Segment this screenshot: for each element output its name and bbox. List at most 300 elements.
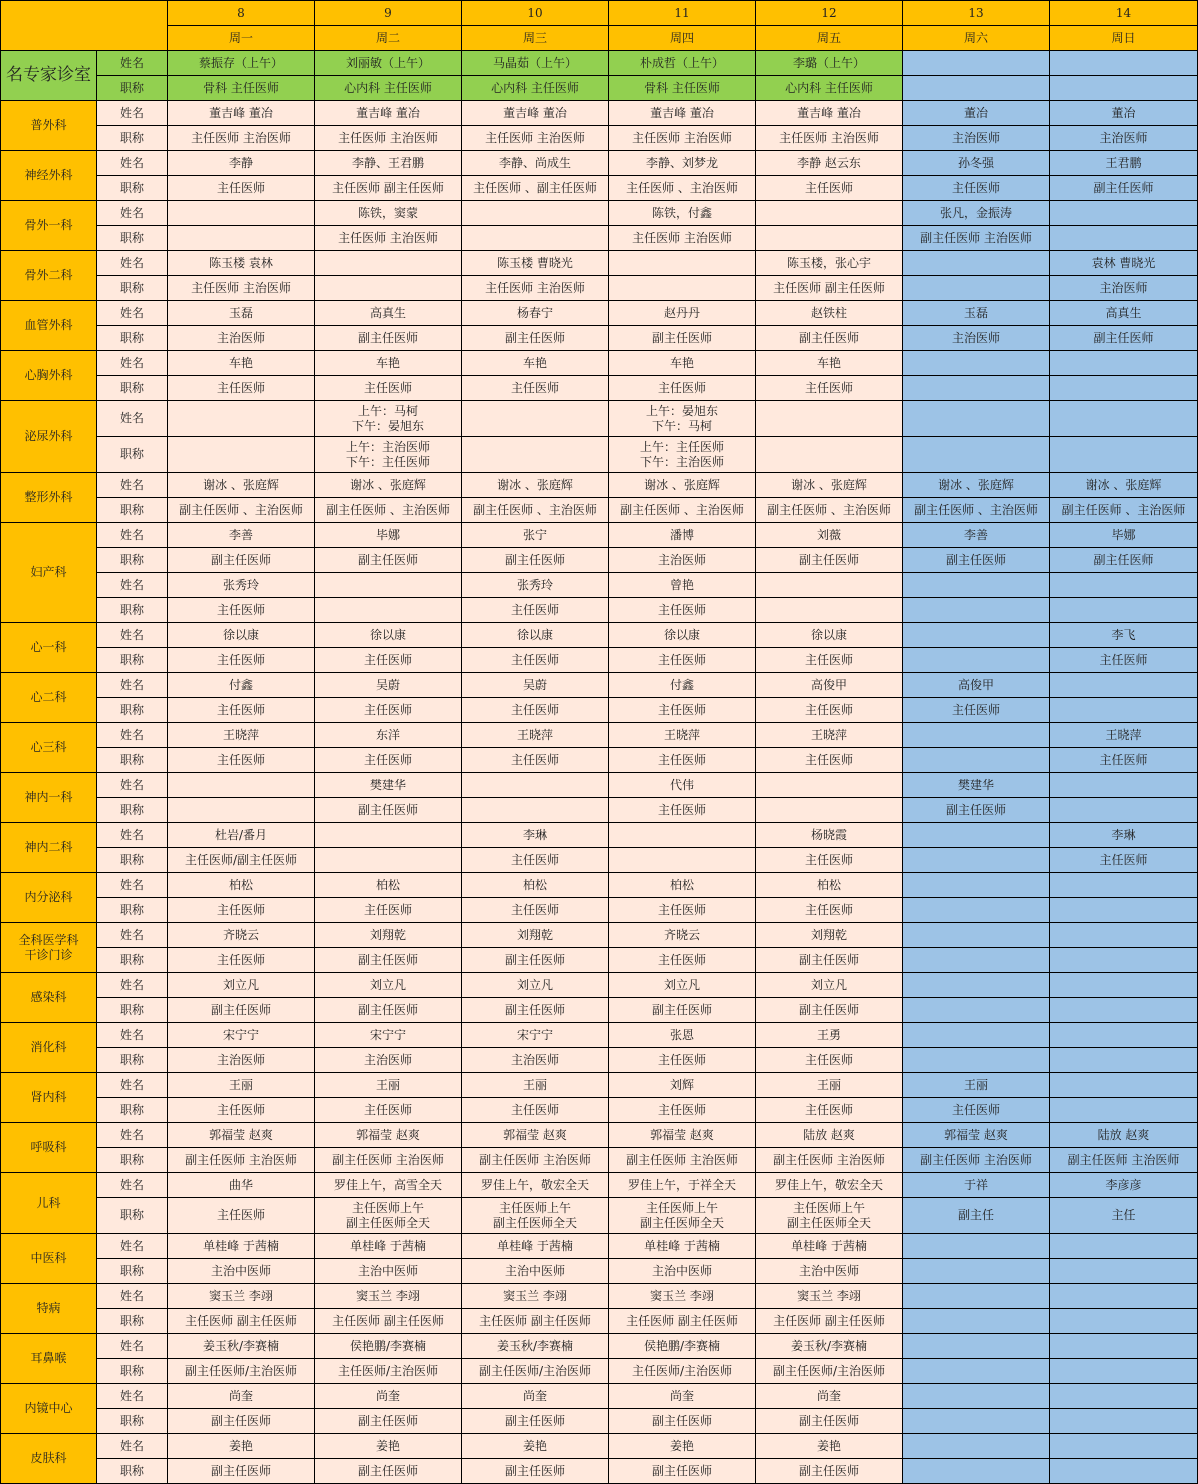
doctor-name-cell: 尚奎: [315, 1384, 462, 1409]
doctor-name-cell: 吴蔚: [462, 673, 609, 698]
doctor-title-cell: 主任医师: [609, 376, 756, 401]
doctor-title-cell: [1050, 598, 1198, 623]
doctor-title-cell: 主任: [1050, 1198, 1198, 1234]
doctor-title-cell: 副主任医师 、主治医师: [903, 498, 1050, 523]
doctor-name-cell: 姜玉秋/李赛楠: [168, 1334, 315, 1359]
schedule-row: [1, 1148, 1198, 1173]
name-label: 姓名: [97, 351, 168, 376]
doctor-title-cell: [1050, 898, 1198, 923]
doctor-title-cell: 副主任医师 、主治医师: [168, 498, 315, 523]
doctor-title-cell: 副主任医师: [462, 1459, 609, 1484]
doctor-name-cell: 姜艳: [315, 1434, 462, 1459]
title-label: 职称: [97, 326, 168, 351]
doctor-title-cell: [903, 437, 1050, 473]
doctor-name-cell: 刘立凡: [462, 973, 609, 998]
doctor-title-cell: 主任医师 主治医师: [168, 276, 315, 301]
doctor-title-cell: 主任医师: [609, 598, 756, 623]
schedule-row: [1, 823, 1198, 848]
doctor-title-cell: 主任医师: [609, 648, 756, 673]
doctor-title-cell: [1050, 1359, 1198, 1384]
doctor-name-cell: 郭福莹 赵爽: [168, 1123, 315, 1148]
doctor-title-cell: [1050, 798, 1198, 823]
doctor-name-cell: 窦玉兰 李翊: [168, 1284, 315, 1309]
schedule-row: [1, 1334, 1198, 1359]
doctor-title-cell: 主任医师: [315, 1098, 462, 1123]
doctor-name-cell: [903, 1284, 1050, 1309]
doctor-title-cell: [462, 226, 609, 251]
doctor-name-cell: 徐以康: [756, 623, 903, 648]
doctor-name-cell: 陈玉楼 曹晓光: [462, 251, 609, 276]
title-label: 职称: [97, 998, 168, 1023]
doctor-name-cell: 姜艳: [609, 1434, 756, 1459]
name-label: 姓名: [97, 523, 168, 548]
doctor-title-cell: 主任医师 副主任医师: [168, 1309, 315, 1334]
doctor-name-cell: 董吉峰 董冶: [609, 101, 756, 126]
doctor-title-cell: 副主任医师: [462, 948, 609, 973]
doctor-title-cell: 副主任医师: [168, 1459, 315, 1484]
schedule-row: [1, 126, 1198, 151]
doctor-title-cell: 主任医师: [315, 376, 462, 401]
doctor-title-cell: 副主任医师/主治医师: [756, 1359, 903, 1384]
doctor-name-cell: 车艳: [168, 351, 315, 376]
doctor-title-cell: 心内科 主任医师: [315, 76, 462, 101]
doctor-name-cell: [903, 1023, 1050, 1048]
doctor-title-cell: 主任医师 主治医师: [609, 226, 756, 251]
doctor-title-cell: [903, 848, 1050, 873]
doctor-name-cell: 孙冬强: [903, 151, 1050, 176]
doctor-title-cell: 主任医师: [462, 598, 609, 623]
department-name: 消化科: [1, 1023, 97, 1073]
corner-cell: [1, 1, 168, 51]
doctor-title-cell: 主任医师 主治医师: [462, 276, 609, 301]
title-label: 职称: [97, 698, 168, 723]
weekday-label-weekend: 周日: [1050, 26, 1198, 51]
name-label: 姓名: [97, 1023, 168, 1048]
doctor-name-cell: 毕娜: [315, 523, 462, 548]
doctor-title-cell: 主任医师/主治医师: [609, 1359, 756, 1384]
doctor-name-cell: 刘立凡: [756, 973, 903, 998]
cell-line: 副主任医师全天: [639, 1215, 724, 1230]
doctor-title-cell: [609, 848, 756, 873]
doctor-title-cell: 副主任医师: [315, 326, 462, 351]
doctor-name-cell: 杜岩/番月: [168, 823, 315, 848]
department-name: 血管外科: [1, 301, 97, 351]
doctor-title-cell: 主任医师 副主任医师: [315, 1309, 462, 1334]
doctor-title-cell: 主任医师: [756, 848, 903, 873]
cell-line: 干诊门诊: [24, 947, 73, 962]
title-label: 职称: [97, 748, 168, 773]
doctor-title-cell: 主任医师: [609, 698, 756, 723]
doctor-title-cell: 主治医师: [609, 548, 756, 573]
schedule-row: [1, 598, 1198, 623]
doctor-title-cell: 主治医师: [168, 326, 315, 351]
doctor-name-cell: 赵铁柱: [756, 301, 903, 326]
doctor-name-cell: 姜玉秋/李赛楠: [462, 1334, 609, 1359]
schedule-row: [1, 523, 1198, 548]
doctor-name-cell: 车艳: [756, 351, 903, 376]
department-name: 儿科: [1, 1173, 97, 1234]
doctor-title-cell: 主治医师: [1050, 276, 1198, 301]
doctor-name-cell: 李静、王君鹏: [315, 151, 462, 176]
doctor-name-cell: 李静 赵云东: [756, 151, 903, 176]
schedule-row: [1, 76, 1198, 101]
cell-line: 副主任医师全天: [786, 1215, 871, 1230]
schedule-row: [1, 351, 1198, 376]
doctor-title-cell: 副主任医师 、主治医师: [609, 498, 756, 523]
doctor-name-cell: [1050, 1234, 1198, 1259]
doctor-title-cell: 主任医师 主治医师: [462, 126, 609, 151]
schedule-row: [1, 1359, 1198, 1384]
doctor-name-cell: 柏松: [168, 873, 315, 898]
doctor-title-cell: 主任医师: [315, 898, 462, 923]
doctor-name-cell: 张秀玲: [462, 573, 609, 598]
doctor-title-cell: 副主任医师: [1050, 176, 1198, 201]
doctor-title-cell: 主治中医师: [609, 1259, 756, 1284]
doctor-title-cell: 主治中医师: [462, 1259, 609, 1284]
weekday-label-weekend: 周六: [903, 26, 1050, 51]
schedule-row: [1, 873, 1198, 898]
schedule-row: [1, 1409, 1198, 1434]
doctor-title-cell: 副主任医师: [462, 548, 609, 573]
doctor-name-cell: 玉磊: [903, 301, 1050, 326]
doctor-name-cell: [1050, 1434, 1198, 1459]
doctor-name-cell: 刘翔乾: [756, 923, 903, 948]
department-name: 骨外一科: [1, 201, 97, 251]
doctor-title-cell: 主任医师: [756, 376, 903, 401]
doctor-name-cell: 马晶茹（上午）: [462, 51, 609, 76]
title-label: 职称: [97, 276, 168, 301]
doctor-name-cell: [1050, 773, 1198, 798]
doctor-name-cell: 陈铁，付鑫: [609, 201, 756, 226]
doctor-name-cell: 宋宁宁: [168, 1023, 315, 1048]
doctor-name-cell: [462, 773, 609, 798]
doctor-title-cell: 主治医师: [903, 126, 1050, 151]
doctor-title-cell: [1050, 1309, 1198, 1334]
doctor-title-cell: 主任医师: [756, 176, 903, 201]
department-name: 整形外科: [1, 473, 97, 523]
name-label: 姓名: [97, 473, 168, 498]
doctor-title-cell: 主任医师 副主任医师: [462, 1309, 609, 1334]
schedule-row: [1, 276, 1198, 301]
doctor-name-cell: 宋宁宁: [315, 1023, 462, 1048]
doctor-name-cell: 董冶: [1050, 101, 1198, 126]
title-label: 职称: [97, 1259, 168, 1284]
doctor-title-cell: 主任医师 主治医师: [609, 126, 756, 151]
doctor-name-cell: 郭福莹 赵爽: [903, 1123, 1050, 1148]
schedule-row: [1, 1048, 1198, 1073]
title-label: 职称: [97, 1309, 168, 1334]
title-label: 职称: [97, 548, 168, 573]
doctor-name-cell: 姜玉秋/李赛楠: [756, 1334, 903, 1359]
doctor-name-cell: [1050, 351, 1198, 376]
doctor-name-cell: 张恩: [609, 1023, 756, 1048]
doctor-title-cell: 主任医师: [462, 848, 609, 873]
schedule-row: [1, 673, 1198, 698]
doctor-title-cell: [462, 798, 609, 823]
department-name: 心三科: [1, 723, 97, 773]
doctor-title-cell: 主任医师: [462, 376, 609, 401]
doctor-title-cell: [462, 1198, 609, 1234]
department-name: 皮肤科: [1, 1434, 97, 1484]
schedule-row: [1, 376, 1198, 401]
doctor-name-cell: [1050, 1023, 1198, 1048]
name-label: 姓名: [97, 51, 168, 76]
doctor-title-cell: 副主任医师: [315, 948, 462, 973]
doctor-name-cell: 尚奎: [756, 1384, 903, 1409]
doctor-name-cell: 袁林 曹晓光: [1050, 251, 1198, 276]
title-label: 职称: [97, 126, 168, 151]
department-name: [1, 923, 97, 973]
weekday-label: 周四: [609, 26, 756, 51]
doctor-title-cell: [903, 1309, 1050, 1334]
title-label: 职称: [97, 437, 168, 473]
schedule-row: [1, 948, 1198, 973]
doctor-title-cell: 主任医师: [315, 748, 462, 773]
schedule-row: [1, 1284, 1198, 1309]
schedule-row: [1, 1384, 1198, 1409]
cell-line: 下午：主治医师: [639, 454, 724, 469]
doctor-name-cell: 郭福莹 赵爽: [609, 1123, 756, 1148]
doctor-title-cell: [756, 226, 903, 251]
title-label: 职称: [97, 1148, 168, 1173]
doctor-name-cell: 付鑫: [168, 673, 315, 698]
cell-line: 下午：主任医师: [345, 454, 430, 469]
doctor-name-cell: 罗佳上午，敬宏全天: [756, 1173, 903, 1198]
name-label: 姓名: [97, 1384, 168, 1409]
doctor-name-cell: [1050, 973, 1198, 998]
title-label: 职称: [97, 498, 168, 523]
doctor-name-cell: 李静、尚成生: [462, 151, 609, 176]
doctor-title-cell: [168, 226, 315, 251]
doctor-title-cell: 副主任医师: [315, 548, 462, 573]
doctor-title-cell: 主任医师: [1050, 748, 1198, 773]
doctor-name-cell: [1050, 201, 1198, 226]
schedule-row: [1, 1073, 1198, 1098]
doctor-name-cell: [903, 973, 1050, 998]
doctor-name-cell: [903, 1384, 1050, 1409]
doctor-name-cell: 窦玉兰 李翊: [756, 1284, 903, 1309]
doctor-name-cell: 代伟: [609, 773, 756, 798]
doctor-name-cell: 李璐（上午）: [756, 51, 903, 76]
doctor-title-cell: 副主任医师: [609, 998, 756, 1023]
doctor-name-cell: [1050, 923, 1198, 948]
doctor-name-cell: 姜艳: [756, 1434, 903, 1459]
doctor-title-cell: 副主任医师: [756, 326, 903, 351]
schedule-row: [1, 437, 1198, 473]
doctor-name-cell: 齐晓云: [609, 923, 756, 948]
doctor-name-cell: 董吉峰 董冶: [462, 101, 609, 126]
doctor-name-cell: 陆放 赵爽: [756, 1123, 903, 1148]
doctor-name-cell: 单桂峰 于茜楠: [315, 1234, 462, 1259]
doctor-name-cell: 潘博: [609, 523, 756, 548]
title-label: 职称: [97, 1098, 168, 1123]
doctor-title-cell: 副主任医师: [315, 1459, 462, 1484]
doctor-name-cell: 单桂峰 于茜楠: [462, 1234, 609, 1259]
doctor-title-cell: [609, 276, 756, 301]
doctor-title-cell: 副主任医师: [168, 998, 315, 1023]
doctor-name-cell: 杨晓霞: [756, 823, 903, 848]
doctor-name-cell: 高俊甲: [903, 673, 1050, 698]
doctor-name-cell: 赵丹丹: [609, 301, 756, 326]
schedule-row: [1, 401, 1198, 437]
doctor-name-cell: 王丽: [315, 1073, 462, 1098]
name-label: 姓名: [97, 401, 168, 437]
name-label: 姓名: [97, 151, 168, 176]
doctor-title-cell: [903, 76, 1050, 101]
name-label: 姓名: [97, 1073, 168, 1098]
doctor-name-cell: [1050, 401, 1198, 437]
doctor-title-cell: [315, 848, 462, 873]
weekday-label: 周一: [168, 26, 315, 51]
doctor-name-cell: [168, 201, 315, 226]
doctor-title-cell: 副主任医师 主治医师: [903, 1148, 1050, 1173]
doctor-title-cell: 副主任医师: [756, 948, 903, 973]
doctor-name-cell: 朴成哲（上午）: [609, 51, 756, 76]
schedule-row: [1, 176, 1198, 201]
department-name: 肾内科: [1, 1073, 97, 1123]
doctor-title-cell: [903, 1048, 1050, 1073]
department-name: 内分泌科: [1, 873, 97, 923]
doctor-name-cell: 曲华: [168, 1173, 315, 1198]
doctor-name-cell: [462, 201, 609, 226]
doctor-name-cell: 东洋: [315, 723, 462, 748]
doctor-name-cell: [315, 823, 462, 848]
doctor-name-cell: 樊建华: [903, 773, 1050, 798]
cell-line: 下午：马柯: [651, 418, 712, 433]
schedule-row: [1, 51, 1198, 76]
schedule-row: [1, 998, 1198, 1023]
doctor-title-cell: [609, 437, 756, 473]
doctor-name-cell: 张宁: [462, 523, 609, 548]
department-name: 心一科: [1, 623, 97, 673]
doctor-title-cell: 主任医师: [756, 748, 903, 773]
schedule-row: [1, 301, 1198, 326]
doctor-title-cell: [1050, 698, 1198, 723]
doctor-title-cell: 主任医师/副主任医师: [168, 848, 315, 873]
doctor-name-cell: 王晓萍: [609, 723, 756, 748]
doctor-name-cell: [315, 573, 462, 598]
doctor-name-cell: 罗佳上午，于祥全天: [609, 1173, 756, 1198]
doctor-name-cell: 张凡，金振涛: [903, 201, 1050, 226]
name-label: 姓名: [97, 723, 168, 748]
doctor-name-cell: [903, 401, 1050, 437]
name-label: 姓名: [97, 1334, 168, 1359]
doctor-title-cell: [315, 1198, 462, 1234]
doctor-title-cell: 副主任医师: [168, 1409, 315, 1434]
doctor-title-cell: 主任医师: [609, 798, 756, 823]
doctor-name-cell: [903, 1234, 1050, 1259]
department-name: 妇产科: [1, 523, 97, 623]
doctor-title-cell: 主任医师: [315, 698, 462, 723]
cell-line: 上午：马柯: [357, 403, 418, 418]
doctor-title-cell: [756, 598, 903, 623]
doctor-title-cell: 主任医师: [903, 1098, 1050, 1123]
schedule-row: [1, 1434, 1198, 1459]
date-number: 12: [756, 1, 903, 26]
doctor-title-cell: 副主任医师 主治医师: [315, 1148, 462, 1173]
doctor-name-cell: 徐以康: [168, 623, 315, 648]
doctor-title-cell: 主任医师 副主任医师: [756, 1309, 903, 1334]
name-label: 姓名: [97, 873, 168, 898]
doctor-title-cell: 副主任: [903, 1198, 1050, 1234]
doctor-name-cell: 李琳: [462, 823, 609, 848]
doctor-title-cell: 主任医师 、主治医师: [609, 176, 756, 201]
cell-line: 副主任医师全天: [492, 1215, 577, 1230]
doctor-name-cell: [1050, 1073, 1198, 1098]
doctor-name-cell: 吴蔚: [315, 673, 462, 698]
doctor-title-cell: [756, 1198, 903, 1234]
doctor-name-cell: 车艳: [315, 351, 462, 376]
doctor-title-cell: [903, 998, 1050, 1023]
doctor-title-cell: 副主任医师: [756, 1459, 903, 1484]
title-label: 职称: [97, 1459, 168, 1484]
doctor-title-cell: 主任医师 、副主任医师: [462, 176, 609, 201]
doctor-name-cell: 玉磊: [168, 301, 315, 326]
doctor-name-cell: 李静、刘梦龙: [609, 151, 756, 176]
doctor-title-cell: 副主任医师 、主治医师: [462, 498, 609, 523]
doctor-title-cell: 主任医师: [903, 176, 1050, 201]
doctor-name-cell: [1050, 673, 1198, 698]
doctor-name-cell: 董吉峰 董冶: [315, 101, 462, 126]
weekday-label: 周五: [756, 26, 903, 51]
doctor-title-cell: [1050, 437, 1198, 473]
cell-line: 主任医师上午: [498, 1200, 571, 1215]
doctor-name-cell: 李善: [168, 523, 315, 548]
title-label: 职称: [97, 848, 168, 873]
doctor-name-cell: [1050, 1284, 1198, 1309]
doctor-title-cell: [168, 437, 315, 473]
doctor-name-cell: 徐以康: [609, 623, 756, 648]
department-name: 特病: [1, 1284, 97, 1334]
doctor-title-cell: 骨科 主任医师: [168, 76, 315, 101]
doctor-name-cell: [168, 401, 315, 437]
doctor-title-cell: [903, 1359, 1050, 1384]
doctor-name-cell: [756, 573, 903, 598]
doctor-title-cell: [903, 598, 1050, 623]
doctor-name-cell: [903, 823, 1050, 848]
department-name: 普外科: [1, 101, 97, 151]
title-label: 职称: [97, 898, 168, 923]
name-label: 姓名: [97, 823, 168, 848]
doctor-name-cell: 刘立凡: [168, 973, 315, 998]
doctor-title-cell: 主任医师 主治医师: [315, 126, 462, 151]
doctor-name-cell: 高真生: [315, 301, 462, 326]
schedule-row: [1, 1259, 1198, 1284]
date-number-weekend: 13: [903, 1, 1050, 26]
doctor-name-cell: 刘翔乾: [462, 923, 609, 948]
doctor-name-cell: [903, 351, 1050, 376]
doctor-title-cell: [903, 648, 1050, 673]
doctor-title-cell: 副主任医师 主治医师: [462, 1148, 609, 1173]
doctor-name-cell: [903, 573, 1050, 598]
name-label: 姓名: [97, 1284, 168, 1309]
doctor-title-cell: 主治中医师: [756, 1259, 903, 1284]
doctor-name-cell: 郭福莹 赵爽: [462, 1123, 609, 1148]
doctor-title-cell: 主治中医师: [315, 1259, 462, 1284]
doctor-title-cell: 副主任医师: [462, 998, 609, 1023]
doctor-title-cell: 主任医师: [756, 1098, 903, 1123]
doctor-title-cell: 副主任医师: [315, 798, 462, 823]
doctor-title-cell: 主任医师: [462, 748, 609, 773]
doctor-name-cell: 陈铁，窦蒙: [315, 201, 462, 226]
title-label: 职称: [97, 798, 168, 823]
doctor-title-cell: 副主任医师 、主治医师: [315, 498, 462, 523]
doctor-name-cell: 董吉峰 董冶: [756, 101, 903, 126]
doctor-name-cell: 刘辉: [609, 1073, 756, 1098]
doctor-title-cell: 副主任医师/主治医师: [462, 1359, 609, 1384]
name-label: 姓名: [97, 973, 168, 998]
doctor-name-cell: 刘薇: [756, 523, 903, 548]
